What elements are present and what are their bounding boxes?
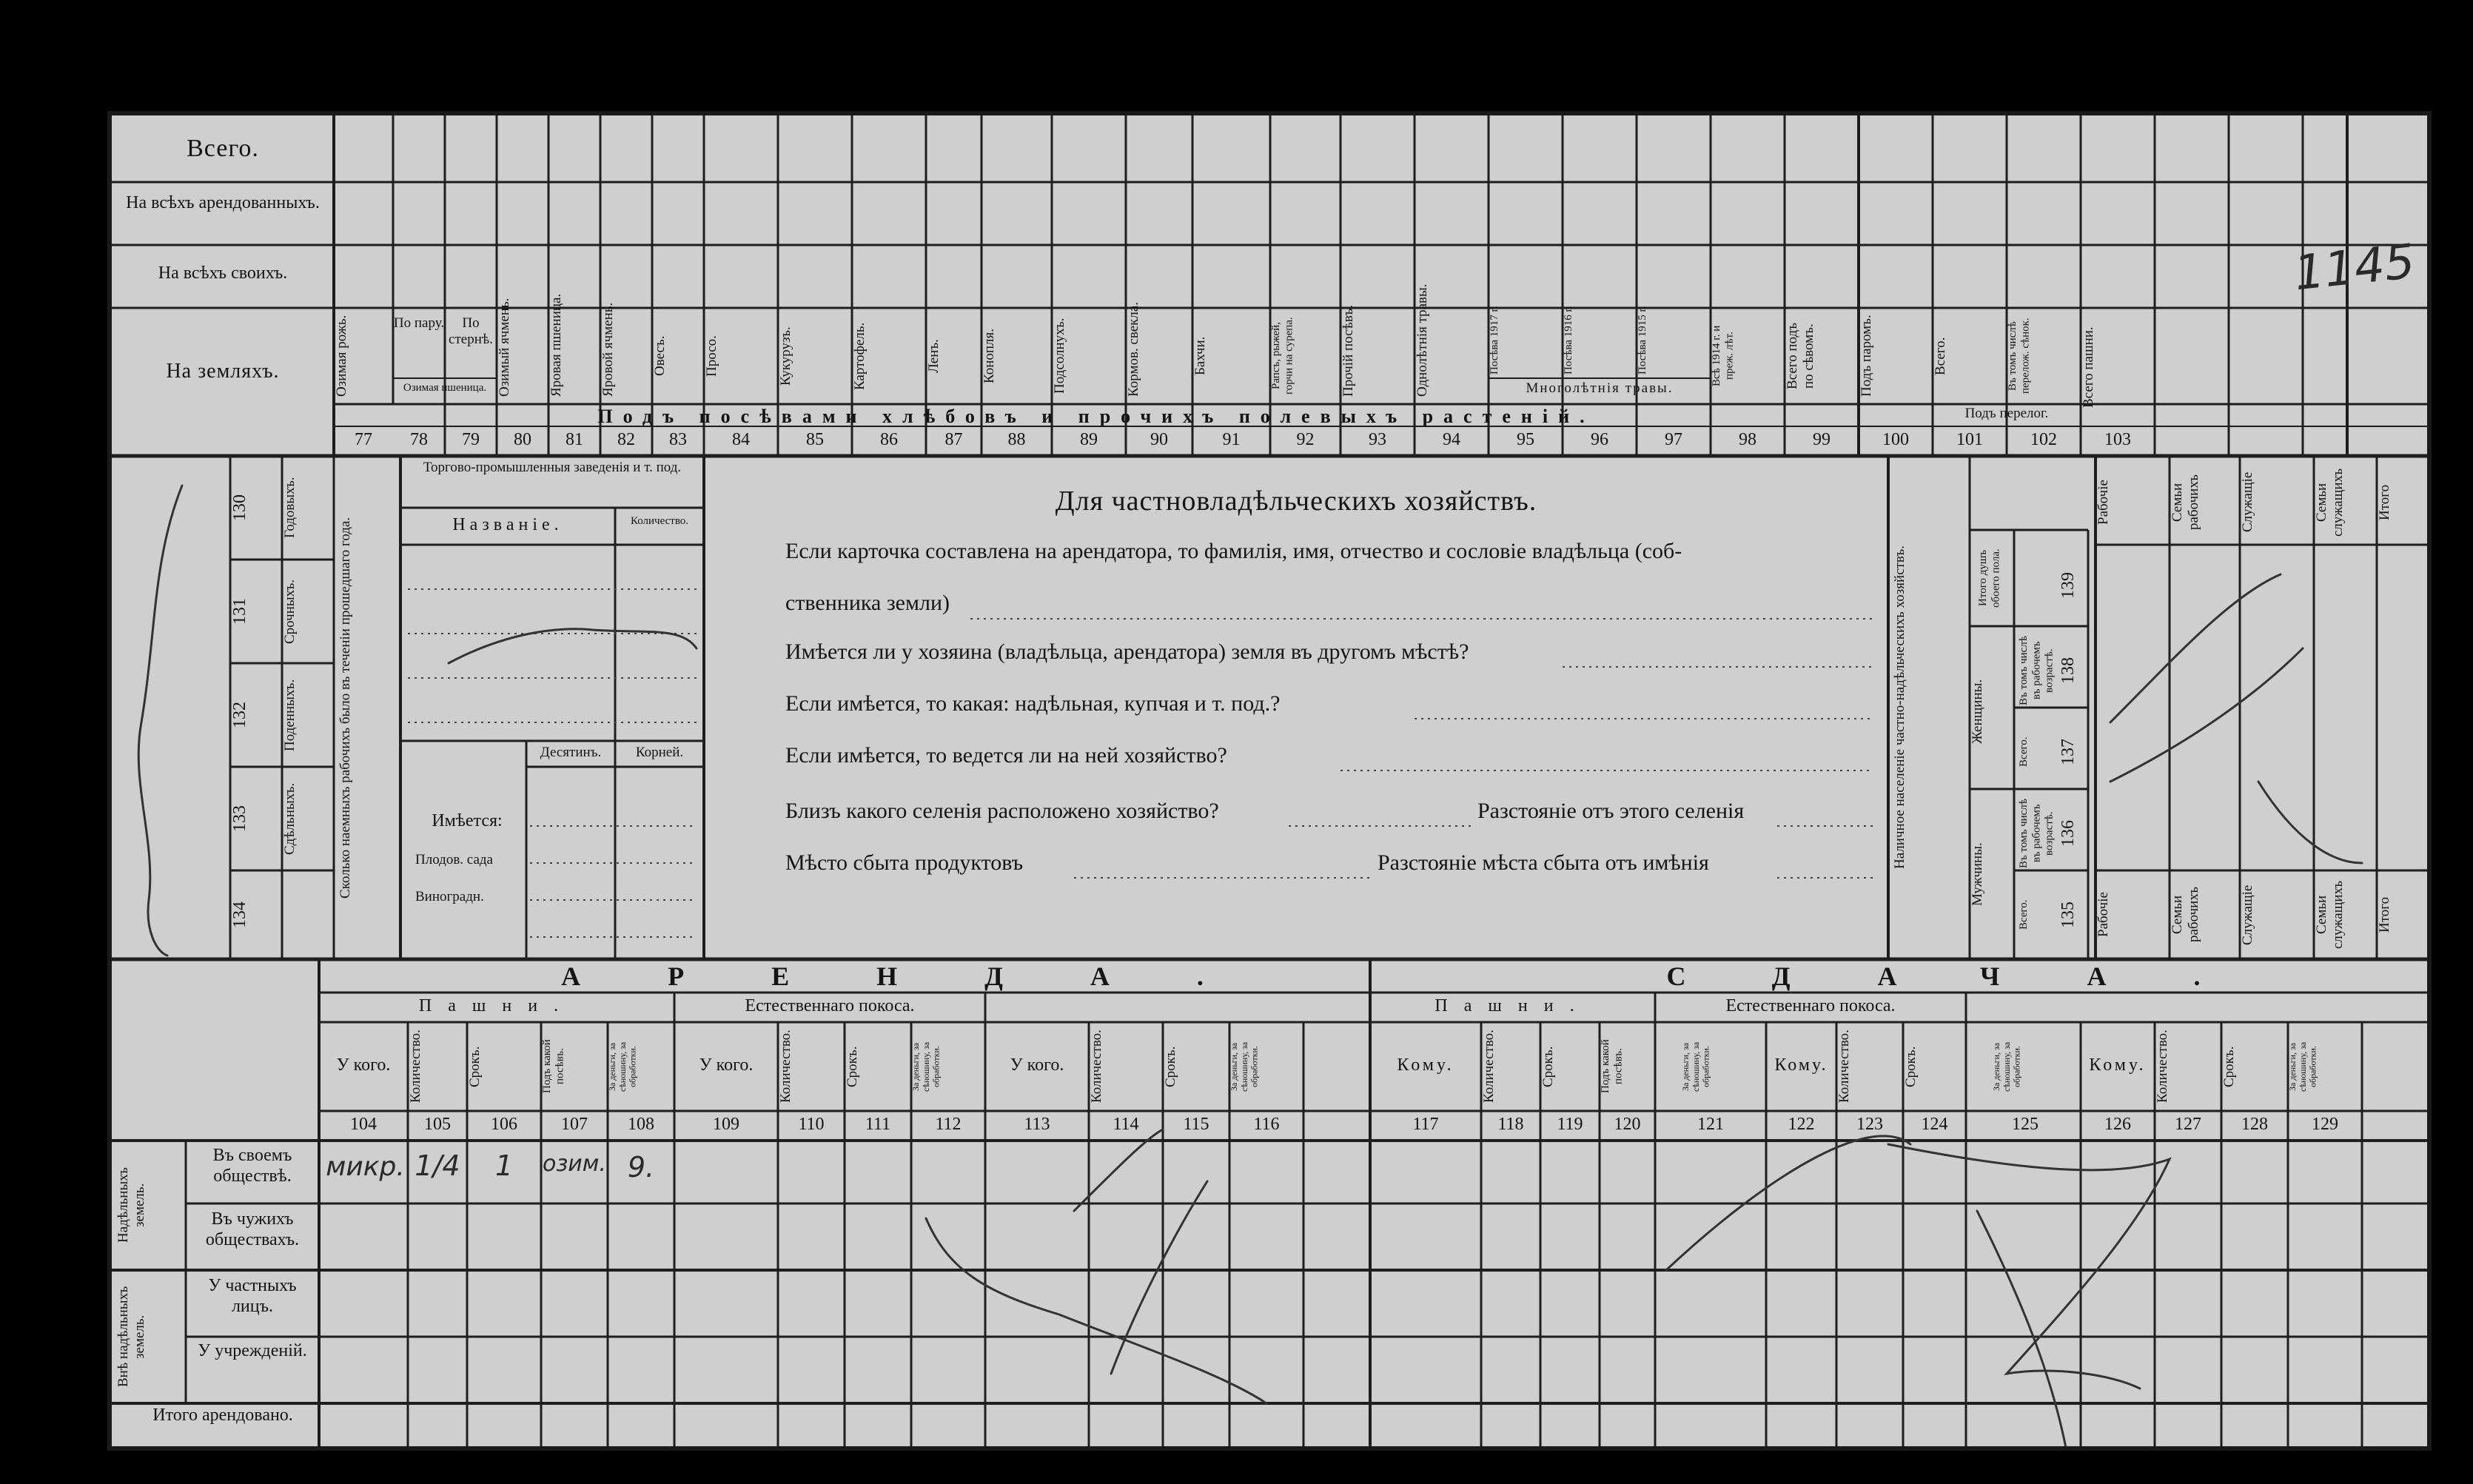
entry-quantity: 1/4 — [415, 1149, 460, 1182]
col-employees-families-top: Семьи служащихъ — [2314, 468, 2346, 537]
col-flax: Ленъ. — [926, 339, 942, 373]
num-99: 99 — [1813, 430, 1831, 449]
col-total-top: Итого — [2377, 484, 2392, 520]
enterprises-vineyards: Виноградн. — [415, 889, 484, 904]
hdr-term-5: Срокъ. — [1903, 1046, 1919, 1087]
col-winter-rye: Озимая рожь. — [334, 315, 349, 397]
num-79: 79 — [462, 430, 480, 449]
label-annual: Годовыхъ. — [282, 477, 298, 539]
num-78: 78 — [410, 430, 428, 449]
entry-payment: 9. — [627, 1151, 655, 1183]
hdr-pay-3: За деньги, за сѣношину, за обработки. — [1229, 1041, 1260, 1092]
entry-from-whom: микр. — [326, 1152, 405, 1182]
population-men-all: Всего. — [2018, 899, 2030, 930]
num-108: 108 — [628, 1115, 654, 1134]
row-own-community: Въ своемъ обществѣ. — [212, 1146, 292, 1186]
hdr-from-whom-1: У кого. — [336, 1055, 391, 1075]
hdr-pay-1: За деньги, за сѣношину, за обработки. — [607, 1041, 638, 1092]
num-90: 90 — [1150, 430, 1168, 449]
population-women: Женщины. — [1970, 679, 1985, 744]
private-q5b: Разстояніе отъ этого селенія — [1477, 799, 1745, 823]
col-under-fallow: Подъ паромъ. — [1859, 315, 1874, 397]
num-97: 97 — [1665, 430, 1682, 449]
crops-banner: Подъ посѣвами хлѣбовъ и прочихъ полевыхъ растеній. — [597, 406, 1595, 427]
num-121: 121 — [1697, 1115, 1724, 1134]
num-80: 80 — [514, 430, 531, 449]
num-85: 85 — [806, 430, 824, 449]
num-84: 84 — [732, 430, 750, 449]
enterprises-qty-col: Количество. — [630, 515, 689, 527]
num-132: 132 — [230, 702, 249, 728]
num-134: 134 — [230, 902, 249, 928]
num-136: 136 — [2058, 820, 2078, 847]
hdr-term-1: Срокъ. — [467, 1046, 483, 1087]
sdacha-pashni: Пашни. — [1435, 996, 1591, 1015]
arenda-pokos: Естественнаго покоса. — [745, 996, 915, 1015]
num-77: 77 — [355, 430, 372, 449]
sdacha-banner: СДАЧА. — [1666, 961, 2288, 991]
label-piecework: Сдѣльныхъ. — [282, 782, 298, 855]
col-incl-hayfield: Въ томъ числѣ перелож. сѣнок. — [2007, 318, 2032, 394]
hdr-qty-6: Количество. — [2155, 1030, 2170, 1104]
num-138: 138 — [2058, 657, 2078, 684]
col-sown-1914: Всѣ 1914 г. и преж. лѣт. — [1711, 325, 1736, 387]
group-perennial: Многолѣтнія травы. — [1526, 380, 1674, 396]
num-111: 111 — [865, 1115, 891, 1134]
census-card — [107, 111, 2432, 1451]
col-spring-wheat: Яровая пшеница. — [548, 293, 564, 397]
hdr-qty-4: Количество. — [1481, 1030, 1497, 1104]
num-103: 103 — [2104, 430, 2131, 449]
num-114: 114 — [1113, 1115, 1139, 1134]
num-137: 137 — [2058, 739, 2078, 765]
private-q5: Близъ какого селенія расположено хозяйство? — [785, 799, 1219, 823]
hdr-pay-6: За деньги, за сѣношину, за обработки. — [2287, 1041, 2318, 1092]
num-125: 125 — [2012, 1115, 2039, 1134]
col-corn: Кукурузъ. — [778, 326, 793, 386]
sdacha-pokos: Естественнаго покоса. — [1725, 996, 1896, 1015]
row-private-persons: У частныхъ лицъ. — [208, 1276, 297, 1316]
num-105: 105 — [424, 1115, 451, 1134]
num-113: 113 — [1024, 1115, 1050, 1134]
hdr-to-whom-2: Кому. — [1774, 1055, 1828, 1075]
workers-caption: Сколько наемныхъ рабочихъ было въ теченіи прошедшаго года. — [338, 517, 353, 899]
num-135: 135 — [2058, 902, 2078, 928]
row-label-lands: На земляхъ. — [166, 360, 280, 383]
num-115: 115 — [1183, 1115, 1209, 1134]
enterprises-desyatin: Десятинъ. — [540, 745, 602, 760]
col-workers-bottom: Рабочіе — [2095, 892, 2111, 938]
hdr-pay-4: За деньги, за сѣношину, за обработки. — [1680, 1041, 1711, 1092]
num-117: 117 — [1412, 1115, 1439, 1134]
label-daily: Поденныхъ. — [282, 679, 298, 751]
hdr-pay-5: За деньги, за сѣношину, за обработки. — [1991, 1041, 2022, 1092]
hdr-term-3: Срокъ. — [1163, 1046, 1178, 1087]
num-83: 83 — [669, 430, 687, 449]
col-spring-barley: Яровой ячмень. — [600, 302, 616, 397]
group-winter-wheat: Озимая пшеница. — [403, 382, 487, 394]
num-101: 101 — [1956, 430, 1983, 449]
population-women-working: Въ томъ числѣ въ рабочемъ возрастѣ. — [2018, 636, 2056, 705]
row-institutions: У учрежденій. — [198, 1341, 307, 1360]
num-106: 106 — [491, 1115, 517, 1134]
col-workers-top: Рабочіе — [2095, 480, 2111, 525]
num-94: 94 — [1443, 430, 1460, 449]
fallow-label: Подъ перелог. — [1964, 406, 2049, 421]
num-96: 96 — [1591, 430, 1608, 449]
entry-sown: озим. — [543, 1151, 606, 1177]
enterprises-has: Имѣется: — [432, 811, 503, 830]
enterprises-gardens: Плодов. сада — [415, 852, 493, 867]
hdr-from-whom-2: У кого. — [699, 1055, 754, 1075]
num-100: 100 — [1882, 430, 1909, 449]
num-124: 124 — [1921, 1115, 1948, 1134]
col-employees-top: Служащіе — [2240, 471, 2255, 533]
enterprises-name-col: Названіе. — [452, 515, 563, 534]
num-112: 112 — [935, 1115, 962, 1134]
private-q1a: Если карточка составлена на арендатора, то фамилія, имя, отчество и сословіе владѣльца (соб- — [785, 539, 1682, 563]
col-total-ploughland: Всего пашни. — [2081, 326, 2096, 408]
hdr-from-whom-3: У кого. — [1010, 1055, 1064, 1075]
num-119: 119 — [1557, 1115, 1583, 1134]
num-98: 98 — [1739, 430, 1756, 449]
row-total-rented: Итого арендовано. — [152, 1406, 293, 1425]
num-122: 122 — [1788, 1115, 1815, 1134]
label-term: Срочныхъ. — [282, 579, 298, 644]
num-129: 129 — [2312, 1115, 2338, 1134]
arenda-banner: АРЕНДА. — [561, 961, 1291, 991]
num-130: 130 — [230, 494, 249, 521]
col-winter-barley: Озимый ячмень. — [497, 298, 512, 397]
col-annual-grass: Однолѣтнія травы. — [1415, 283, 1430, 397]
private-q6: Мѣсто сбыта продуктовъ — [785, 850, 1024, 875]
private-q2: Имѣется ли у хозяина (владѣльца, арендатора) земля въ другомъ мѣстѣ? — [785, 639, 1469, 664]
col-fallow: По пару. — [393, 315, 445, 331]
num-93: 93 — [1369, 430, 1386, 449]
col-potato: Картофель. — [852, 322, 868, 390]
num-110: 110 — [798, 1115, 825, 1134]
num-86: 86 — [880, 430, 898, 449]
hdr-term-4: Срокъ. — [1540, 1046, 1556, 1087]
population-total-souls: Итого душъ обоего пола. — [1977, 548, 2002, 608]
num-89: 89 — [1080, 430, 1098, 449]
col-total-sown: Всего подъ по сѣвомъ. — [1785, 323, 1816, 389]
num-116: 116 — [1253, 1115, 1280, 1134]
hdr-term-2: Срокъ. — [845, 1046, 860, 1087]
col-rapeseed: Рапсъ, рыжей, горчи на сурепа. — [1270, 317, 1295, 395]
hdr-to-whom-3: Кому. — [2089, 1055, 2147, 1075]
archive-number: 1145 — [2292, 234, 2417, 302]
col-workers-families-top: Семьи рабочихъ — [2170, 474, 2201, 530]
col-sown-1915: Посѣва 1915 г. — [1637, 306, 1648, 375]
private-q4: Если имѣется, то ведется ли на ней хозяйство? — [785, 743, 1227, 768]
col-hemp: Конопля. — [982, 328, 997, 384]
col-sunflower: Подсолнухъ. — [1052, 318, 1067, 394]
num-91: 91 — [1222, 430, 1241, 449]
num-107: 107 — [561, 1115, 588, 1134]
num-109: 109 — [713, 1115, 739, 1134]
enterprises-title: Торгово-промышленныя заведенія и т. под. — [423, 460, 682, 475]
col-fodder-beet: Кормов. свекла. — [1126, 301, 1141, 397]
hdr-qty-1: Количество. — [408, 1030, 423, 1104]
num-120: 120 — [1614, 1115, 1641, 1134]
col-sown-1916: Посѣва 1916 г. — [1563, 306, 1574, 375]
hdr-to-whom-1: Кому. — [1397, 1055, 1454, 1075]
num-126: 126 — [2104, 1115, 2131, 1134]
private-q1b: ственника земли) — [785, 591, 950, 615]
group-non-allotment-lands: Внѣ надѣльныхъ земель. — [115, 1286, 147, 1388]
num-123: 123 — [1856, 1115, 1883, 1134]
group-allotment-lands: Надѣльныхъ земель. — [115, 1167, 147, 1243]
num-88: 88 — [1007, 430, 1026, 449]
col-oats: Овесъ. — [652, 335, 668, 377]
col-employees-families-bottom: Семьи служащихъ — [2314, 880, 2346, 950]
row-label-own: На всѣхъ своихъ. — [158, 263, 288, 283]
population-women-all: Всего. — [2018, 736, 2030, 768]
num-131: 131 — [230, 598, 249, 625]
num-104: 104 — [350, 1115, 377, 1134]
col-sown-1917: Посѣва 1917 г. — [1489, 306, 1500, 375]
num-133: 133 — [230, 805, 249, 832]
col-melons: Бахчи. — [1192, 336, 1208, 376]
hdr-sown-4: Подъ какой посѣвъ. — [1600, 1039, 1625, 1094]
hdr-pay-2: За деньги, за сѣношину, за обработки. — [910, 1041, 942, 1092]
row-other-communities: Въ чужихъ обществахъ. — [205, 1209, 300, 1249]
col-stubble: По стернѣ. — [449, 315, 493, 347]
num-118: 118 — [1497, 1115, 1524, 1134]
num-82: 82 — [617, 430, 635, 449]
num-128: 128 — [2241, 1115, 2268, 1134]
hdr-qty-5: Количество. — [1836, 1030, 1852, 1104]
col-millet: Просо. — [704, 335, 719, 377]
num-95: 95 — [1517, 430, 1534, 449]
private-title: Для частновладѣльческихъ хозяйствъ. — [1055, 486, 1537, 517]
col-workers-families-bottom: Семьи рабочихъ — [2170, 887, 2201, 943]
hdr-term-6: Срокъ. — [2221, 1046, 2237, 1087]
private-q6b: Разстояніе мѣста сбыта отъ имѣнія — [1378, 850, 1709, 875]
hdr-sown-1: Подъ какой посѣвъ. — [541, 1039, 566, 1094]
private-q3: Если имѣется, то какая: надѣльная, купчая и т. под.? — [785, 691, 1281, 716]
enterprises-roots: Корней. — [635, 745, 684, 760]
hdr-qty-3: Количество. — [1089, 1030, 1104, 1104]
num-139: 139 — [2058, 572, 2078, 599]
num-87: 87 — [944, 430, 963, 449]
num-102: 102 — [2030, 430, 2057, 449]
population-men: Мужчины. — [1970, 842, 1985, 906]
population-men-working: Въ томъ числѣ въ рабочемъ возрастѣ. — [2018, 799, 2056, 868]
entry-term: 1 — [494, 1149, 514, 1182]
col-total-bottom: Итого — [2377, 896, 2392, 933]
row-label-rented: На всѣхъ арендованныхъ. — [126, 193, 320, 212]
row-label-total: Всего. — [187, 135, 259, 162]
col-employees-bottom: Служащіе — [2240, 884, 2255, 945]
num-127: 127 — [2175, 1115, 2201, 1134]
population-caption: Наличное населеніе частно-надѣльческихъ хозяйствъ. — [1892, 545, 1907, 870]
num-92: 92 — [1296, 430, 1315, 449]
hdr-qty-2: Количество. — [778, 1030, 793, 1104]
arenda-pashni: Пашни. — [418, 996, 575, 1015]
col-other-sown: Прочій посѣвъ. — [1340, 305, 1356, 397]
num-81: 81 — [566, 430, 583, 449]
col-total-fallow: Всего. — [1933, 337, 1948, 375]
